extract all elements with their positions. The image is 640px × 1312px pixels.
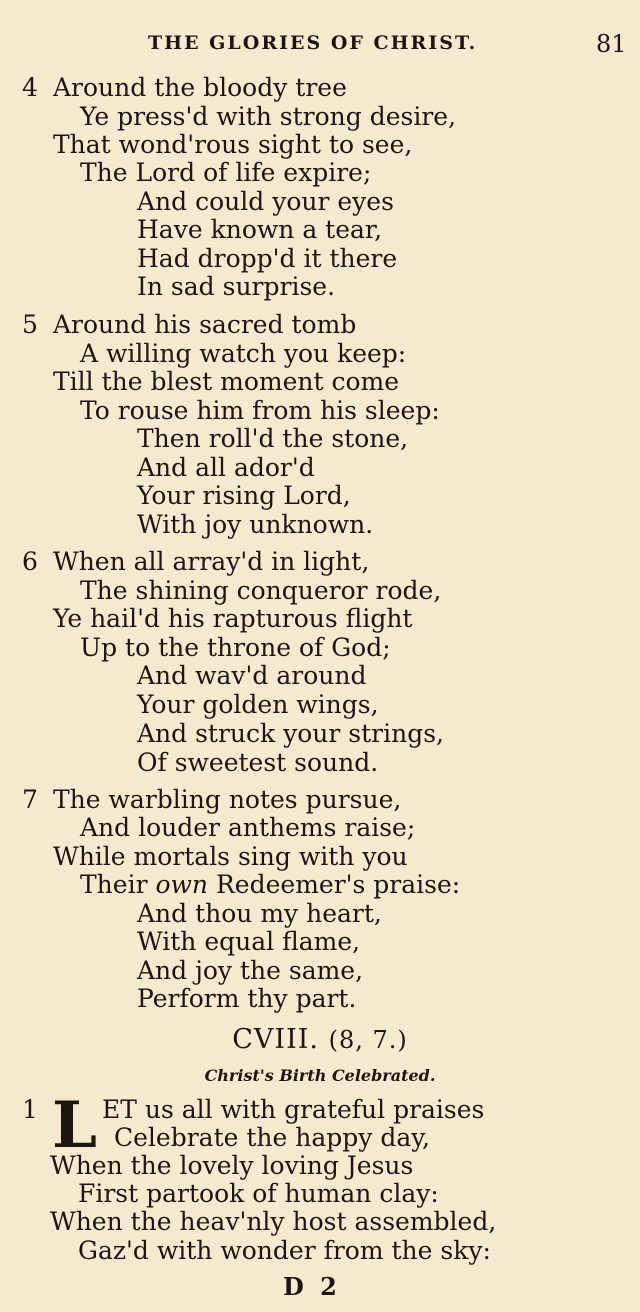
verse-line: When all array'd in light, (53, 547, 370, 576)
verse-line: And struck your strings, (137, 719, 445, 748)
verse-line: And wav'd around (137, 661, 367, 690)
verse-line: Ye press'd with strong desire, (80, 102, 457, 131)
verse-line: Around the bloody tree (53, 73, 347, 102)
verse-line: With joy unknown. (137, 510, 374, 539)
verse-line: Up to the throne of God; (80, 633, 391, 662)
verse-line: That wond'rous sight to see, (53, 130, 413, 159)
verse-line: The warbling notes pursue, (53, 785, 402, 814)
verse-line: Had dropp'd it there (137, 244, 398, 273)
hymn-meter: (8, 7.) (328, 1026, 408, 1054)
hymn-number: CVIII. (232, 1024, 319, 1055)
verse-line: And louder anthems raise; (80, 813, 416, 842)
page-header (0, 30, 640, 60)
verse-line: Perform thy part. (137, 984, 357, 1013)
verse-line-part: Their (80, 870, 156, 899)
italic-word: own (155, 870, 209, 899)
verse-line (80, 871, 460, 899)
verse-line: The shining conqueror rode, (80, 576, 442, 605)
verse-line: To rouse him from his sleep: (80, 396, 440, 425)
verse-line: With equal flame, (137, 927, 361, 956)
stanza-number: 1 (22, 1095, 38, 1124)
running-title: THE GLORIES OF CHRIST. (148, 32, 478, 54)
verse-line: And thou my heart, (137, 899, 382, 928)
stanza-number: 5 (22, 310, 38, 339)
hymn-title (0, 1024, 640, 1055)
stanza-number: 6 (22, 547, 38, 576)
verse-line: Ye hail'd his rapturous flight (53, 604, 413, 633)
verse-line: And could your eyes (137, 187, 394, 216)
verse-line: First partook of human clay: (78, 1179, 439, 1208)
verse-line: When the heav'nly host assembled, (50, 1207, 497, 1236)
verse-line: Your rising Lord, (137, 481, 351, 510)
verse-line: Till the blest moment come (53, 367, 400, 396)
verse-line: Then roll'd the stone, (137, 424, 409, 453)
verse-line: And joy the same, (137, 956, 364, 985)
verse-line: Of sweetest sound. (137, 748, 379, 777)
verse-line: And all ador'd (137, 453, 315, 482)
hymn-subtitle: Christ's Birth Celebrated. (204, 1066, 436, 1085)
verse-line: Your golden wings, (137, 690, 379, 719)
verse-line: The Lord of life expire; (80, 158, 372, 187)
verse-line: Around his sacred tomb (53, 310, 357, 339)
verse-line: ET us all with grateful praises (102, 1095, 485, 1124)
verse-line: Celebrate the happy day, (114, 1123, 430, 1152)
verse-line: While mortals sing with you (53, 842, 408, 871)
verse-line: Have known a tear, (137, 215, 383, 244)
verse-line-part: Redeemer's praise: (208, 870, 461, 899)
page-number: 81 (596, 30, 627, 58)
stanza-number: 4 (22, 73, 38, 102)
signature-mark: D 2 (283, 1272, 341, 1301)
verse-line: Gaz'd with wonder from the sky: (78, 1236, 491, 1265)
stanza-number: 7 (22, 785, 38, 814)
verse-line: A willing watch you keep: (80, 339, 407, 368)
drop-cap: L (52, 1088, 97, 1163)
verse-line: In sad surprise. (137, 272, 336, 301)
verse-line: When the lovely loving Jesus (50, 1151, 414, 1180)
